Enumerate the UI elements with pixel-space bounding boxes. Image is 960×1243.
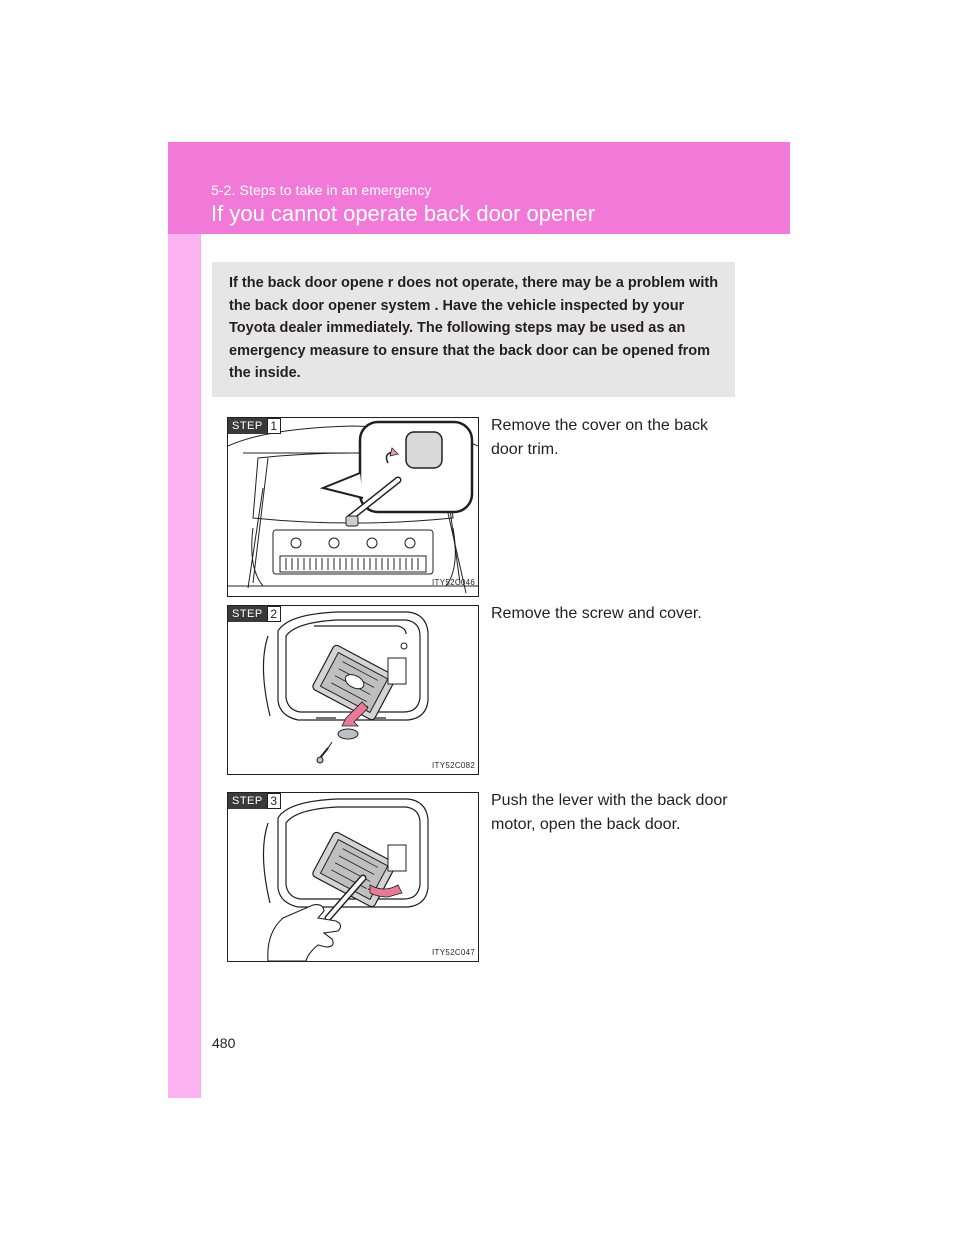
screw-cover-drawing [228,606,478,774]
page-number: 480 [212,1035,236,1051]
notice-box [212,262,735,397]
step-number: 3 [267,793,281,809]
lever-push-drawing [228,793,478,961]
notice-text: If the back door opene r does not operate, there may be a problem with the back door opener system . Have the vehicle inspected by your Toyota dealer immediately. The following steps may be used as an emergency measure to ensure that the back door can be opened from the inside. [229,275,719,382]
page-title: If you cannot operate back door opener [211,201,596,226]
section-header [168,142,790,234]
figure-code: ITY52C082 [432,761,476,770]
step-3-text: Push the lever with the back door motor, open the back door. [491,792,728,833]
step-label: STEP [228,418,267,434]
step-1-text: Remove the cover on the back door trim. [491,417,709,458]
step-2-illustration [227,605,479,775]
step-3-badge [228,793,281,809]
step-3-illustration [227,792,479,962]
side-tab-strip [168,142,201,1098]
step-1-illustration [227,417,479,597]
step-2-badge [228,606,281,622]
figure-code: ITY52C047 [432,948,476,957]
figure-code: ITY52C046 [432,578,476,587]
step-number: 1 [267,418,281,434]
step-2-text: Remove the screw and cover. [491,605,702,622]
section-label: 5-2. Steps to take in an emergency [211,182,432,198]
step-number: 2 [267,606,281,622]
back-door-trim-drawing [228,418,478,596]
step-1-badge [228,418,281,434]
step-label: STEP [228,606,267,622]
step-label: STEP [228,793,267,809]
